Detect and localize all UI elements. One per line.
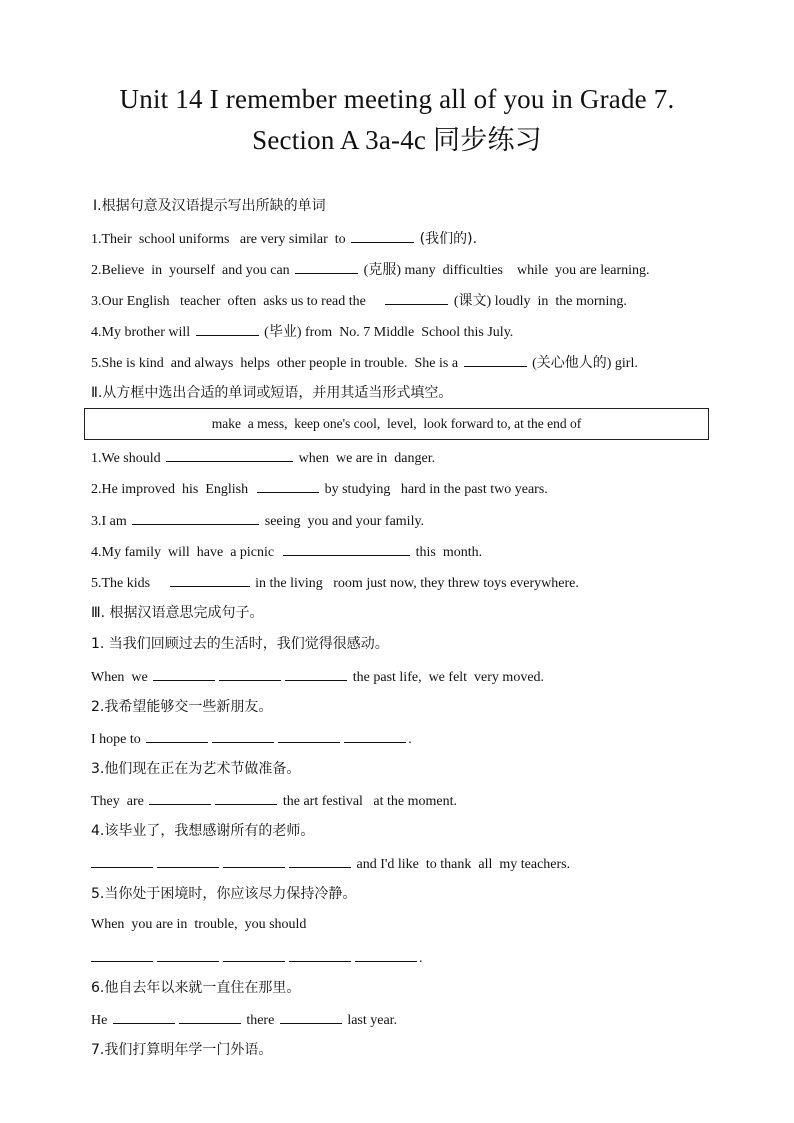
- s3-q1-end: the past life, we felt very moved.: [352, 670, 545, 685]
- s1-question-1: [91, 229, 477, 249]
- s1-q4-text: 4.My brother will: [91, 325, 191, 340]
- answer-blank[interactable]: [146, 729, 208, 743]
- answer-blank[interactable]: [223, 948, 285, 962]
- answer-blank[interactable]: [289, 854, 351, 868]
- answer-blank[interactable]: [283, 542, 410, 556]
- answer-blank[interactable]: [219, 667, 281, 681]
- answer-blank[interactable]: [149, 791, 211, 805]
- s1-q2-hint: (克服) many difficulties while you are learning.: [363, 263, 650, 278]
- s1-q3-text: 3.Our English teacher often asks us to read the: [91, 294, 380, 309]
- answer-blank[interactable]: [464, 353, 527, 367]
- answer-blank[interactable]: [355, 948, 417, 962]
- answer-blank[interactable]: [166, 448, 293, 462]
- s3-q6-chinese: 6.他自去年以来就一直住在那里。: [91, 980, 301, 996]
- s2-q1-rest: when we are in danger.: [298, 451, 436, 466]
- s3-q5-sentence-blanks: [91, 948, 423, 968]
- answer-blank[interactable]: [295, 260, 358, 274]
- answer-blank[interactable]: [91, 948, 153, 962]
- s2-q2-text: 2.He improved his English: [91, 482, 252, 497]
- s3-q3-chinese: 3.他们现在正在为艺术节做准备。: [91, 761, 301, 777]
- answer-blank[interactable]: [170, 573, 250, 587]
- s3-q5-chinese: 5.当你处于困境时，你应该尽力保持冷静。: [91, 886, 357, 902]
- answer-blank[interactable]: [280, 1010, 342, 1024]
- s3-q3-sentence: [91, 791, 457, 811]
- s3-q5-sentence-start: When you are in trouble, you should: [91, 917, 307, 932]
- s2-q4-text: 4.My family will have a picnic: [91, 545, 278, 560]
- answer-blank[interactable]: [257, 479, 319, 493]
- answer-blank[interactable]: [215, 791, 277, 805]
- answer-blank[interactable]: [223, 854, 285, 868]
- worksheet-title-line2: Section A 3a-4c 同步练习: [252, 125, 542, 155]
- s2-q2-rest: by studying hard in the past two years.: [324, 482, 548, 497]
- s3-q6-middle: there: [246, 1013, 275, 1028]
- answer-blank[interactable]: [278, 729, 340, 743]
- s3-q4-chinese: 4.该毕业了，我想感谢所有的老师。: [91, 823, 315, 839]
- answer-blank[interactable]: [385, 291, 448, 305]
- answer-blank[interactable]: [153, 667, 215, 681]
- s3-q1-chinese: 1. 当我们回顾过去的生活时，我们觉得很感动。: [91, 636, 389, 652]
- answer-blank[interactable]: [196, 322, 259, 336]
- s3-q4-sentence: [91, 854, 570, 874]
- s1-question-5: [91, 353, 638, 373]
- answer-blank[interactable]: [351, 229, 414, 243]
- s2-q1-text: 1.We should: [91, 451, 161, 466]
- s1-q5-hint: (关心他人的) girl.: [532, 356, 638, 371]
- answer-blank[interactable]: [212, 729, 274, 743]
- answer-blank[interactable]: [157, 854, 219, 868]
- s2-q3-text: 3.I am: [91, 514, 127, 529]
- s3-q3-start: They are: [91, 794, 144, 809]
- s3-q7-chinese: 7.我们打算明年学一门外语。: [91, 1042, 273, 1058]
- s1-question-2: [91, 260, 650, 280]
- s3-q2-start: I hope to: [91, 732, 141, 747]
- s2-q5-text: 5.The kids: [91, 576, 165, 591]
- s1-q5-text: 5.She is kind and always helps other people in trouble. She is a: [91, 356, 459, 371]
- word-box: make a mess, keep one's cool, level, look forward to, at the end of: [84, 408, 709, 440]
- answer-blank[interactable]: [344, 729, 406, 743]
- answer-blank[interactable]: [285, 667, 347, 681]
- s3-q4-end: and I'd like to thank all my teachers.: [356, 857, 571, 872]
- s2-q4-rest: this month.: [415, 545, 483, 560]
- worksheet-title-line1: Unit 14 I remember meeting all of you in Grade 7.: [119, 84, 675, 114]
- section3-heading: Ⅲ. 根据汉语意思完成句子。: [91, 605, 264, 621]
- s3-q6-sentence: [91, 1010, 397, 1030]
- s1-question-4: [91, 322, 513, 342]
- section1-heading: Ⅰ.根据句意及汉语提示写出所缺的单词: [93, 198, 326, 214]
- s2-question-1: [91, 448, 435, 468]
- s3-q2-chinese: 2.我希望能够交一些新朋友。: [91, 699, 273, 715]
- s3-q6-start: He: [91, 1013, 108, 1028]
- answer-blank[interactable]: [289, 948, 351, 962]
- s2-question-2: [91, 479, 548, 499]
- s2-question-4: [91, 542, 482, 562]
- s3-q1-start: When we: [91, 670, 148, 685]
- s1-q1-text: 1.Their school uniforms are very similar to: [91, 232, 346, 247]
- s3-q2-sentence: [91, 729, 412, 749]
- s2-q3-rest: seeing you and your family.: [264, 514, 425, 529]
- s3-q5-end: .: [419, 951, 423, 966]
- s3-q1-sentence: [91, 667, 544, 687]
- section2-heading: Ⅱ.从方框中选出合适的单词或短语，并用其适当形式填空。: [91, 385, 453, 401]
- answer-blank[interactable]: [157, 948, 219, 962]
- answer-blank[interactable]: [179, 1010, 241, 1024]
- s3-q2-end: .: [408, 732, 412, 747]
- answer-blank[interactable]: [91, 854, 153, 868]
- s1-q1-hint: (我们的).: [419, 231, 478, 247]
- s2-question-5: [91, 573, 579, 593]
- s1-q2-text: 2.Believe in yourself and you can: [91, 263, 290, 278]
- answer-blank[interactable]: [132, 511, 259, 525]
- s1-q4-hint: (毕业) from No. 7 Middle School this July.: [264, 325, 514, 340]
- s1-q3-hint: (课文) loudly in the morning.: [453, 294, 627, 309]
- s3-q3-end: the art festival at the moment.: [282, 794, 458, 809]
- s2-question-3: [91, 511, 424, 531]
- s2-q5-rest: in the living room just now, they threw toys everywhere.: [255, 576, 579, 591]
- s3-q6-end: last year.: [347, 1013, 398, 1028]
- answer-blank[interactable]: [113, 1010, 175, 1024]
- s1-question-3: [91, 291, 627, 311]
